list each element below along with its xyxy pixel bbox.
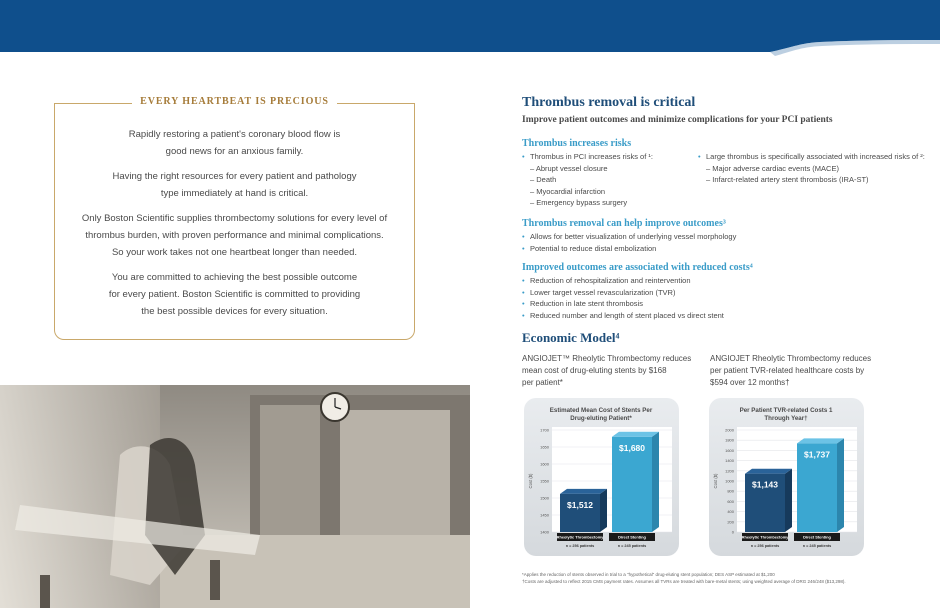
list-item: – Infarct-related artery stent thrombosis (IRA-ST) [706, 175, 869, 184]
bar-value-label: $1,143 [752, 479, 778, 490]
bar-top [612, 432, 659, 437]
category-label: Rheolytic Thrombectomy [741, 534, 789, 540]
intro-box-title: EVERY HEARTBEAT IS PRECIOUS [54, 96, 415, 107]
chart-des-cost [524, 398, 679, 556]
bar-value-label: $1,737 [804, 449, 830, 460]
y-tick-label: 1450 [540, 512, 549, 518]
removal-heading: Thrombus removal can help improve outcomes³ [522, 218, 726, 229]
y-tick-label: 1400 [540, 529, 549, 535]
y-tick-label: 1400 [725, 458, 734, 464]
page-subtitle: Improve patient outcomes and minimize complications for your PCI patients [522, 115, 833, 125]
costs-heading: Improved outcomes are associated with reduced costs⁴ [522, 262, 753, 273]
y-tick-label: 200 [727, 519, 734, 525]
bar-value-label: $1,512 [567, 499, 593, 510]
y-tick-label: 1700 [540, 427, 549, 433]
list-item: – Death [530, 175, 557, 184]
bar-side [785, 469, 792, 532]
economic-model-heading: Economic Model⁴ [522, 330, 620, 345]
footnote-2: †Costs are adjusted to reflect 2015 CMS payment rates. Assumes all TVRs are treated with bare-metal stents; using weighted average of DRG 246/248 ($13,298). [522, 579, 846, 584]
list-item: • Reduction in late stent thrombosis [522, 298, 922, 310]
chart-title: Estimated Mean Cost of Stents Per Drug-eluting Patient* [549, 407, 653, 422]
page-title: Thrombus removal is critical [522, 95, 696, 110]
costs-list [522, 275, 922, 321]
y-tick-label: 1550 [540, 478, 549, 484]
y-tick-label: 1600 [725, 447, 734, 453]
list-item: – Abrupt vessel closure [530, 163, 608, 173]
bar-side [600, 489, 607, 532]
footnote-1: *Applies the reduction of stents observed in trial to a "hypothetical" drug-eluting stent population; DES ASP estimated at $1,200 [522, 572, 775, 577]
list-item: • Thrombus in PCI increases risks of ¹: [522, 151, 692, 163]
bar-top [745, 469, 792, 474]
y-tick-label: 1650 [540, 444, 549, 450]
risks-list-1 [522, 151, 692, 209]
y-tick-label: 400 [727, 509, 734, 515]
bar-side [652, 432, 659, 532]
y-tick-label: 1200 [725, 468, 734, 474]
risks-heading: Thrombus increases risks [522, 138, 632, 149]
category-label: Direct Stenting [803, 534, 831, 540]
bar-side [837, 438, 844, 532]
header-banner [0, 0, 940, 58]
risks-list-2 [698, 151, 930, 186]
chart-tvr-cost [709, 398, 864, 556]
bar-top [560, 489, 607, 494]
intro-box-rule-right [337, 103, 415, 104]
list-item: • Reduction of rehospitalization and reintervention [522, 275, 922, 287]
n-label: n = 245 patients [617, 544, 647, 548]
bar-value-label: $1,680 [619, 442, 645, 453]
y-tick-label: 1500 [540, 495, 549, 501]
list-item: • Lower target vessel revascularization (TVR) [522, 287, 922, 299]
n-label: n = 256 patients [565, 544, 595, 548]
list-item: – Emergency bypass surgery [530, 198, 628, 207]
list-item: – Major adverse cardiac events (MACE) [706, 163, 839, 173]
hospital-hallway-photo [0, 385, 470, 608]
category-label: Rheolytic Thrombectomy [556, 534, 604, 540]
list-item: – Myocardial infarction [530, 186, 606, 196]
y-axis-label: Cost ($) [528, 473, 533, 489]
y-tick-label: 2000 [725, 427, 734, 433]
n-label: n = 245 patients [802, 544, 832, 548]
y-tick-label: 1600 [540, 461, 549, 467]
n-label: n = 256 patients [750, 544, 780, 548]
removal-list [522, 231, 922, 254]
list-item: • Large thrombus is specifically associated with increased risks of ²: [698, 151, 930, 163]
y-tick-label: 1800 [725, 437, 734, 443]
economic-text-2: ANGIOJET Rheolytic Thrombectomy reduces per patient TVR-related healthcare costs by $594 over 12 months† [710, 354, 872, 387]
intro-box-text: Rapidly restoring a patient's coronary blood flow is good news for an anxious family. Having the right resources for every patient and pathology type immediately at hand is critical. Only Boston Scientific supplies thrombectomy solutions for every level of thrombus burden, with proven performance and minimal complications. So your work takes not one heartbeat longer than needed. You are committed to achieving the best possible outcome for every patient. Boston Scientific is committed to providing the best possible devices for every situation. [81, 129, 388, 317]
y-tick-label: 800 [727, 488, 734, 494]
y-tick-label: 1000 [725, 478, 734, 484]
y-tick-label: 0 [731, 529, 734, 535]
list-item: • Potential to reduce distal embolization [522, 243, 922, 255]
bar-top [797, 438, 844, 443]
economic-text-1: ANGIOJET™ Rheolytic Thrombectomy reduces mean cost of drug-eluting stents by $168 per patient* [522, 354, 692, 387]
list-item: • Reduced number and length of stent placed vs direct stent [522, 310, 922, 322]
category-label: Direct Stenting [618, 534, 646, 540]
y-tick-label: 600 [727, 498, 734, 504]
chart-title: Per Patient TVR-related Costs 1 Through Year† [739, 407, 833, 422]
intro-box-rule-left [54, 103, 132, 104]
list-item: • Allows for better visualization of underlying vessel morphology [522, 231, 922, 243]
y-axis-label: Cost ($) [713, 473, 718, 489]
